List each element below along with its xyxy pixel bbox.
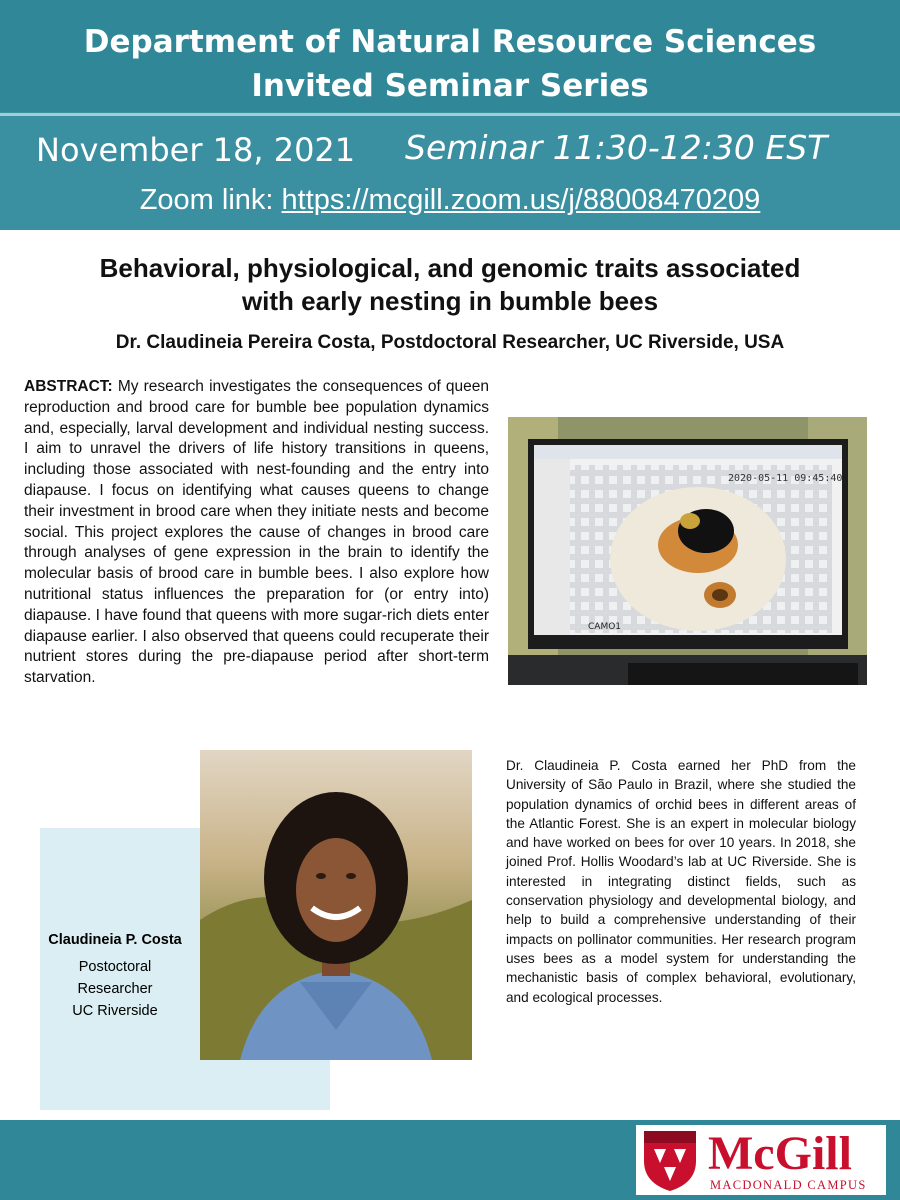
bio-card-role-line1: Postoctoral (78, 959, 152, 975)
bio-card-role-line2: Researcher (77, 981, 153, 997)
speaker-line: Dr. Claudineia Pereira Costa, Postdoctoral Researcher, UC Riverside, USA (115, 332, 785, 353)
bee-monitor-illustration (508, 417, 867, 685)
portrait-illustration (200, 750, 472, 1060)
bee-monitor-photo (508, 417, 867, 685)
talk-title-line1: Behavioral, physiological, and genomic traits associated (99, 253, 801, 283)
seminar-time: Seminar 11:30-12:30 EST (405, 128, 828, 167)
bio-card-role-line3: UC Riverside (72, 1003, 158, 1019)
header-divider (0, 113, 900, 116)
header-banner (0, 0, 900, 230)
talk-title (30, 252, 870, 318)
zoom-label: Zoom link: (139, 184, 282, 216)
talk-title-line2: with early nesting in bumble bees (241, 286, 659, 316)
monitor-timestamp: 2020-05-11 09:45:40 (728, 473, 843, 484)
mcgill-crest-icon (640, 1127, 700, 1193)
mcgill-logo-text: McGill (708, 1127, 852, 1180)
series-title-line2: Invited Seminar Series (251, 68, 649, 104)
abstract (24, 377, 489, 689)
monitor-cam-label: CAMO1 (588, 622, 622, 632)
zoom-line (0, 182, 900, 218)
speaker-bio: Dr. Claudineia P. Costa earned her PhD from the University of São Paulo in Brazil, where she studied the population dynamics of orchid bees in different areas of the Atlantic Forest. She is an expert in molecular biology and have worked on bees for over 10 years. In 2018, she joined Prof. Hollis Woodard’s lab at UC Riverside. She is interested in integrating distinct fields, such as conservation physiology and developmental biology, and help to build a comprehensive understanding of their impacts on pollinator communities. Her research program uses bees as a model system for understanding the mechanistic basis of complex behavioral, evolutionary, and ecological processes. (506, 758, 856, 1005)
bio-card-role (40, 956, 190, 1022)
series-title-line1: Department of Natural Resource Sciences (83, 24, 817, 60)
bio-card-name: Claudineia P. Costa (48, 932, 182, 948)
mcgill-campus-text: MACDONALD CAMPUS (710, 1178, 867, 1192)
seminar-date: November 18, 2021 (36, 131, 356, 169)
series-title (0, 20, 900, 108)
abstract-text: My research investigates the consequences of queen reproduction and brood care for bumble bee population dynamics and, especially, larval development and individual nesting success. I aim to unravel the drivers of life history transitions in queens, including those associated with nest-founding and the entry into diapause. I focus on identifying what causes queens to change their investment in brood care when they initiate nests and become social. This project explores the cause of changes in brood care through analyses of gene expression in the brain to identify the molecular basis of brood care in bumble bees. I also explore how nutritional status influences the preparation for (or entry into) diapause. I have found that queens with more sugar-rich diets enter diapause earlier. I also observed that queens could recuperate their nutrient stores during the pre-diapause period after short-term starvation. (24, 378, 489, 687)
zoom-link[interactable]: https://mcgill.zoom.us/j/88008470209 (281, 184, 761, 216)
speaker-portrait (200, 750, 472, 1060)
abstract-label: ABSTRACT: (24, 378, 113, 395)
